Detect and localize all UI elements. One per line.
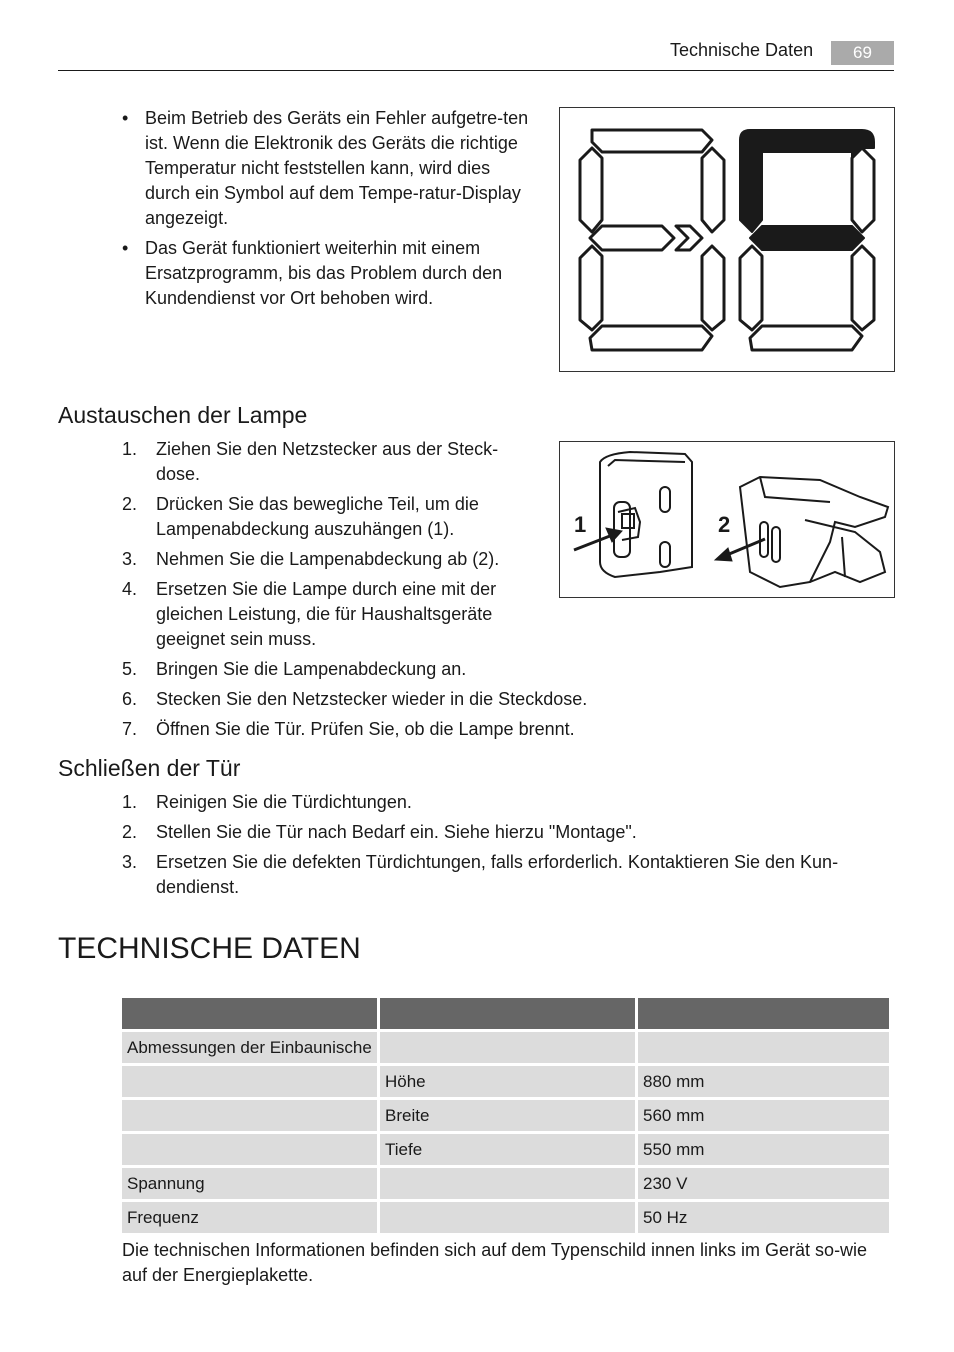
table-cell: 230 V xyxy=(638,1168,889,1199)
table-row xyxy=(122,1134,889,1165)
step-text: Stellen Sie die Tür nach Bedarf ein. Siehe hierzu "Montage". xyxy=(156,822,637,842)
list-item xyxy=(122,717,882,742)
step-text: Reinigen Sie die Türdichtungen. xyxy=(156,792,412,812)
table-header-row xyxy=(122,998,889,1029)
table-cell xyxy=(380,1168,635,1199)
step-number: 3. xyxy=(122,549,138,569)
tech-footnote: Die technischen Informationen befinden sich auf dem Typenschild innen links im Gerät so-wie auf der Energieplakette. xyxy=(122,1240,868,1285)
table-row xyxy=(122,1100,889,1131)
segment-display-icon xyxy=(560,108,896,373)
table-row xyxy=(122,1066,889,1097)
step-text: Öffnen Sie die Tür. Prüfen Sie, ob die Lampe brennt. xyxy=(156,719,575,739)
table-cell: Frequenz xyxy=(122,1202,377,1233)
table-cell xyxy=(122,1100,377,1131)
step-text: Nehmen Sie die Lampenabdeckung ab (2). xyxy=(156,549,500,569)
table-header-cell xyxy=(122,998,377,1029)
segment-display-figure xyxy=(559,107,895,372)
table-cell xyxy=(122,1134,377,1165)
table-cell: 50 Hz xyxy=(638,1202,889,1233)
step-text: Bringen Sie die Lampenabdeckung an. xyxy=(156,659,467,679)
step-number: 6. xyxy=(122,689,138,709)
step-text: Stecken Sie den Netzstecker wieder in die Steckdose. xyxy=(156,689,588,709)
list-item xyxy=(122,577,514,652)
table-cell: Spannung xyxy=(122,1168,377,1199)
step-number: 2. xyxy=(122,822,138,842)
step-text: Drücken Sie das bewegliche Teil, um die Lampenabdeckung auszuhängen (1). xyxy=(156,494,479,539)
list-item xyxy=(122,687,882,712)
table-cell: Abmessungen der Einbaunische xyxy=(122,1032,377,1063)
step-number: 1. xyxy=(122,792,138,812)
bullet-item: • Beim Betrieb des Geräts ein Fehler aufgetre-ten ist. Wenn die Elektronik des Geräts die richtige Temperatur nicht feststellen kann, wird dies durch ein Symbol auf dem Tempe-ratur-Display angezeigt. xyxy=(122,106,532,231)
tech-spec-table xyxy=(119,995,892,1236)
table-cell: 550 mm xyxy=(638,1134,889,1165)
figure-label-2: 2 xyxy=(718,512,731,537)
list-item xyxy=(122,820,882,845)
list-item xyxy=(122,437,514,487)
table-cell: Breite xyxy=(380,1100,635,1131)
list-item xyxy=(122,547,514,572)
lamp-section-heading: Austauschen der Lampe xyxy=(58,402,308,428)
running-header-title: Technische Daten xyxy=(670,40,814,60)
step-text: Ziehen Sie den Netzstecker aus der Steck-dose. xyxy=(156,439,499,484)
door-section-heading: Schließen der Tür xyxy=(58,755,241,781)
list-item xyxy=(122,492,514,542)
step-text: Ersetzen Sie die defekten Türdichtungen, falls erforderlich. Kontaktieren Sie den Kun-dendienst. xyxy=(156,852,839,897)
table-cell: 560 mm xyxy=(638,1100,889,1131)
intro-bullet-list xyxy=(122,106,532,316)
header-rule xyxy=(58,70,894,71)
table-cell: Tiefe xyxy=(380,1134,635,1165)
table-row xyxy=(122,1032,889,1063)
table-cell xyxy=(380,1202,635,1233)
table-header-cell xyxy=(380,998,635,1029)
table-row xyxy=(122,1168,889,1199)
lamp-steps-list xyxy=(122,437,882,747)
table-header-cell xyxy=(638,998,889,1029)
bullet-item: • Das Gerät funktioniert weiterhin mit einem Ersatzprogramm, bis das Problem durch den Kundendienst vor Ort behoben wird. xyxy=(122,236,532,311)
step-number: 5. xyxy=(122,659,138,679)
chapter-title: TECHNISCHE DATEN xyxy=(58,932,361,965)
step-number: 2. xyxy=(122,494,138,514)
table-row xyxy=(122,1202,889,1233)
step-number: 4. xyxy=(122,579,138,599)
step-number: 7. xyxy=(122,719,138,739)
list-item xyxy=(122,790,882,815)
list-item xyxy=(122,657,882,682)
list-item xyxy=(122,850,882,900)
page-number: 69 xyxy=(831,41,894,65)
step-number: 1. xyxy=(122,439,138,459)
table-cell: Höhe xyxy=(380,1066,635,1097)
figure-label-1: 1 xyxy=(574,512,587,537)
table-cell xyxy=(122,1066,377,1097)
step-number: 3. xyxy=(122,852,138,872)
table-cell xyxy=(638,1032,889,1063)
table-cell: 880 mm xyxy=(638,1066,889,1097)
table-cell xyxy=(380,1032,635,1063)
door-steps-list xyxy=(122,790,882,905)
step-text: Ersetzen Sie die Lampe durch eine mit der gleichen Leistung, die für Haushaltsgeräte geeignet sein muss. xyxy=(156,579,497,649)
